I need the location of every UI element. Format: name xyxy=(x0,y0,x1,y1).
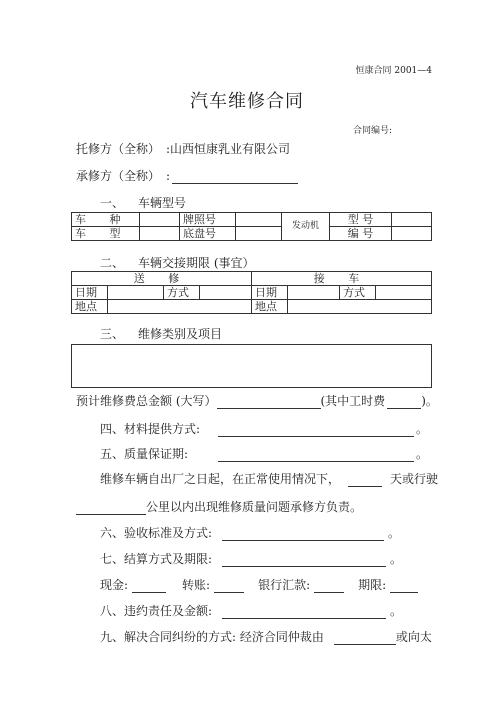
liability-row xyxy=(100,602,402,619)
warranty-detail-line2 xyxy=(76,498,362,515)
vehicle-model-table xyxy=(71,212,432,241)
materials-row xyxy=(100,420,428,437)
section1-heading xyxy=(100,194,186,211)
warranty-days-field[interactable] xyxy=(348,474,382,487)
section1-number: 一、 xyxy=(100,196,125,210)
remit-field[interactable] xyxy=(314,580,344,593)
contract-number-label: 合同编号: xyxy=(353,126,393,136)
engine-model-label: 型 号 xyxy=(330,213,392,227)
warranty-days-text: 天或行驶 xyxy=(390,472,439,486)
term-field[interactable] xyxy=(390,580,418,593)
warranty-detail-line1 xyxy=(100,470,438,487)
warranty-detail-text: 维修车辆自出厂之日起，在正常使用情况下， xyxy=(100,472,341,486)
warranty-field[interactable] xyxy=(218,449,414,462)
contract-code: 恒康合同 2001—4 xyxy=(355,66,432,76)
contractor-colon: : xyxy=(166,169,171,183)
settlement-label: 七、结算方式及期限: xyxy=(100,552,213,566)
warranty-label: 五、质量保证期: xyxy=(100,447,189,461)
pickup-method-cell[interactable] xyxy=(376,286,432,300)
settlement-field[interactable] xyxy=(222,554,386,567)
contractor-field[interactable] xyxy=(172,171,298,184)
table-row xyxy=(72,227,432,241)
client-value: :山西恒康乳业有限公司 xyxy=(166,142,291,156)
section2-number: 二、 xyxy=(100,256,125,270)
engine-number-cell[interactable] xyxy=(392,227,432,241)
pickup-method-label: 方式 xyxy=(340,286,376,300)
engine-number-label: 编 号 xyxy=(330,227,392,241)
vehicle-type-cell[interactable] xyxy=(140,227,180,241)
section3-number: 三、 xyxy=(100,327,125,341)
pickup-header: 接 车 xyxy=(252,272,432,286)
remit-label: 银行汇款: xyxy=(258,578,311,592)
chassis-number-label: 底盘号 xyxy=(180,227,236,241)
materials-label: 四、材料提供方式: xyxy=(100,422,201,436)
client-label: 托修方（全称） xyxy=(76,142,161,156)
send-date-label: 日期 xyxy=(72,286,108,300)
arbitration-field[interactable] xyxy=(334,632,396,645)
section1-title: 车辆型号 xyxy=(138,196,187,210)
table-row xyxy=(72,213,432,227)
pickup-place-label: 地点 xyxy=(252,300,288,314)
cash-field[interactable] xyxy=(132,580,166,593)
vehicle-kind-cell[interactable] xyxy=(140,213,180,227)
fee-row xyxy=(76,392,438,409)
labor-fee-field[interactable] xyxy=(387,396,421,409)
contractor-label: 承修方（全称） xyxy=(76,169,161,183)
liability-period: 。 xyxy=(390,604,403,618)
send-method-cell[interactable] xyxy=(200,286,252,300)
pickup-date-label: 日期 xyxy=(252,286,288,300)
dispute-row xyxy=(100,628,432,645)
plate-number-cell[interactable] xyxy=(236,213,282,227)
pickup-place-cell[interactable] xyxy=(288,300,432,314)
transfer-label: 转账: xyxy=(182,578,211,592)
cash-label: 现金: xyxy=(100,578,129,592)
repair-items-box[interactable] xyxy=(71,344,432,388)
dispute-tail: 或向太 xyxy=(395,630,432,644)
table-row xyxy=(72,300,432,314)
section3-title: 维修类别及项目 xyxy=(138,327,223,341)
send-for-repair-header: 送 修 xyxy=(72,272,252,286)
section3-heading xyxy=(100,325,222,342)
settlement-row xyxy=(100,550,402,567)
handover-table xyxy=(71,271,432,314)
payment-row xyxy=(100,576,418,593)
materials-field[interactable] xyxy=(218,424,414,437)
contractor-row xyxy=(76,167,298,184)
warranty-period: 。 xyxy=(416,447,429,461)
acceptance-period: 。 xyxy=(388,526,401,540)
dispute-label: 九、解决合同纠纷的方式: 经济合同仲裁由 xyxy=(100,630,324,644)
acceptance-label: 六、验收标准及方式: xyxy=(100,526,213,540)
send-place-cell[interactable] xyxy=(108,300,252,314)
liability-label: 八、违约责任及金额: xyxy=(100,604,213,618)
transfer-field[interactable] xyxy=(214,580,244,593)
send-place-label: 地点 xyxy=(72,300,108,314)
send-date-cell[interactable] xyxy=(108,286,164,300)
settlement-period: 。 xyxy=(390,552,403,566)
labor-fee-label: (其中工时费 xyxy=(320,394,386,408)
materials-period: 。 xyxy=(416,422,429,436)
fee-close: )。 xyxy=(421,394,438,408)
table-row xyxy=(72,272,432,286)
fee-label: 预计维修费总金额 (大写） xyxy=(76,394,217,408)
term-label: 期限: xyxy=(358,578,387,592)
engine-model-cell[interactable] xyxy=(392,213,432,227)
plate-number-label: 牌照号 xyxy=(180,213,236,227)
fee-amount-field[interactable] xyxy=(217,396,321,409)
warranty-km-field[interactable] xyxy=(76,502,146,515)
vehicle-kind-label: 车 种 xyxy=(72,213,140,227)
pickup-date-cell[interactable] xyxy=(288,286,340,300)
engine-label: 发动机 xyxy=(282,213,330,241)
section2-heading xyxy=(100,254,255,271)
warranty-km-text: 公里以内出现维修质量问题承修方负责。 xyxy=(146,500,363,514)
acceptance-field[interactable] xyxy=(222,528,384,541)
send-method-label: 方式 xyxy=(164,286,200,300)
table-row xyxy=(72,286,432,300)
liability-field[interactable] xyxy=(222,606,386,619)
client-row xyxy=(76,140,290,157)
warranty-row xyxy=(100,445,428,462)
acceptance-row xyxy=(100,524,400,541)
section2-title: 车辆交接期限 (事宜） xyxy=(138,256,255,270)
vehicle-type-label: 车 型 xyxy=(72,227,140,241)
page-title: 汽车维修合同 xyxy=(190,91,304,112)
chassis-number-cell[interactable] xyxy=(236,227,282,241)
